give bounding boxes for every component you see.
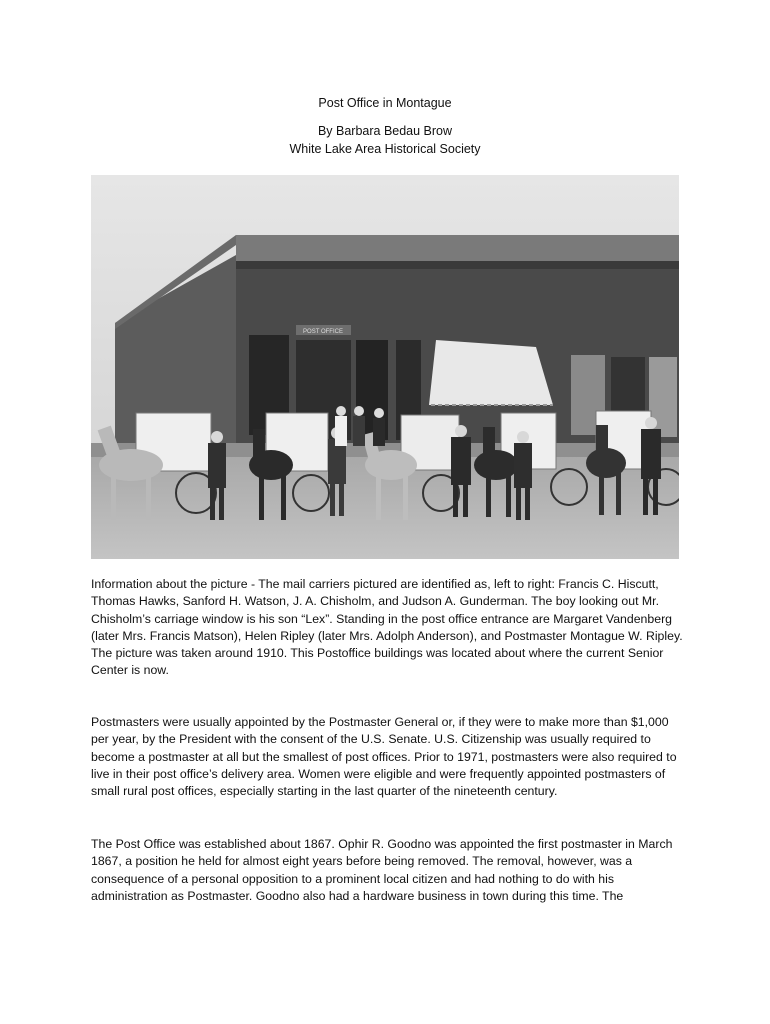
post-office-photo-illustration (91, 175, 679, 559)
awning (429, 340, 553, 405)
paragraph-postmasters: Postmasters were usually appointed by the Postmaster General or, if they were to make more than $1,000 per year, by the President with the consent of the U.S. Senate. U.S. Citizenship was usually required to become a postmaster at all but the smallest of post offices. Prior to 1971, postmasters were also required to live in their post office’s delivery area. Women were eligible and were frequently appointed postmasters of small rural post offices, especially starting in the last quarter of the nineteenth century. (91, 715, 677, 799)
people-in-doorway (335, 406, 385, 446)
building-cornice (236, 235, 679, 261)
paragraph-photo-caption: Information about the picture - The mail carriers pictured are identified as, left to right: Francis C. Hiscutt, Thomas Hawks, Sanford H. Watson, J. A. Chisholm, and Judson A. Gunderman. The boy looking out Mr. Chisholm’s carriage window is his son “Lex”. Standing in the post office entrance are Margaret Vandenberg (later Mrs. Francis Matson), Helen Ripley (later Mrs. Adolph Anderson), and Postmaster Montague W. Ripley. The picture was taken around 1910. This Postoffice buildings was located about where the current Senior Center is now. (91, 577, 683, 678)
post-office-sign-text: POST OFFICE (303, 329, 343, 335)
page-title: Post Office in Montague (318, 96, 452, 110)
society-name: White Lake Area Historical Society (289, 142, 481, 156)
historic-photo (91, 175, 679, 559)
author-byline: By Barbara Bedau Brow (317, 124, 453, 138)
paragraph-history: The Post Office was established about 1867. Ophir R. Goodno was appointed the first postmaster in March 1867, a position he held for almost eight years before being removed. The removal, however, was a consequence of a personal opposition to a prominent local citizen and had nothing to do with his administration as Postmaster. Goodno also had a hardware business in town during this time. The (91, 837, 673, 903)
